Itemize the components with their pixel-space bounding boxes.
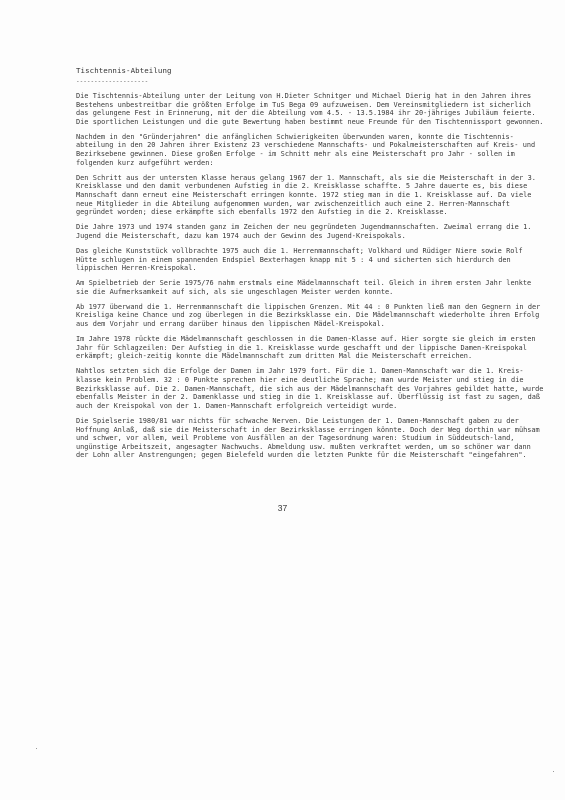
document-heading: Tischtennis-Abteilung <box>76 66 172 75</box>
document-body <box>76 92 544 466</box>
heading-underline: -------------------- <box>76 78 149 85</box>
scan-speck <box>553 771 554 772</box>
paragraph: Ab 1977 überwand die 1. Herrenmannschaft die lippischen Grenzen. Mit 44 : 0 Punkten ließ man den Gegnern in der Kreisliga keine Chance und zog überlegen in die Bezirksklasse ein. Die Mädelmannschaft wiederholte ihren Erfolg aus dem Vorjahr und errang darüber hinaus den lippischen Mädel-Kreispokal. <box>76 302 541 329</box>
paragraph: Das gleiche Kunststück vollbrachte 1975 auch die 1. Herrenmannschaft; Volkhard und Rüdiger Niere sowie Rolf Hütte schlugen in einem spannenden Endspiel Bexterhagen knapp mit 5 : 4 und sicherten sich hierdurch den lippischen Herren-Kreispokal. <box>76 246 523 273</box>
paragraph: Die Spielserie 1980/81 war nichts für schwache Nerven. Die Leistungen der 1. Damen-Mannschaft gaben zu der Hoffnung Anlaß, daß sie die Meisterschaft in der Bezirksklasse erringen könnte. Doch der Weg dorthin war mühsam und schwer, vor allem, weil Probleme von Ausfällen an der Tagesordnung waren: Studium in Süddeutsch-land, ungünstige Arbeitszeit, angesagter Nachwuchs. Abmeldung usw. mußten verkraftet werden, um so schöner war dann der Lohn aller Anstrengungen; gegen Bielefeld wurden die letzten Punkte für die Meisterschaft "eingefahren". <box>76 416 540 460</box>
paragraph: Am Spielbetrieb der Serie 1975/76 nahm erstmals eine Mädelmannschaft teil. Gleich in ihrem ersten Jahr lenkte sie die Aufmerksamkeit auf sich, als sie ungeschlagen Meister werden konnte. <box>76 279 532 296</box>
paragraph: Die Tischtennis-Abteilung unter der Leitung von H.Dieter Schnitger und Michael Dierig hat in den Jahren ihres Bestehens unbestreitbar die größten Erfolge im TuS Bega 09 aufzuweisen. Dem Vereinsmitgliedern ist sicherlich das gelungene Fest in Erinnerung, mit der die Abteilung vom 4.5. - 13.5.1984 ihr 20-jähriges Jubiläum feierte. Die sportlichen Leistungen und die gute Bewertung haben bestimmt neue Freunde für den Tischtennissport gewonnen. <box>76 92 544 126</box>
paragraph: Die Jahre 1973 und 1974 standen ganz im Zeichen der neu gegründeten Jugendmannschaften. Zweimal errang die 1. Jugend die Meisterschaft, dazu kam 1974 auch der Gewinn des Jugend-Kreispokals. <box>76 223 532 240</box>
paragraph: Nahtlos setzten sich die Erfolge der Damen im Jahr 1979 fort. Für die 1. Damen-Mannschaft war die 1. Kreis-klasse kein Problem. 32 : 0 Punkte sprechen hier eine deutliche Sprache; man wurde Meister und stieg in die Bezirksklasse auf. Die 2. Damen-Mannschaft, die sich aus der Mädelmannschaft des Vorjahres gebildet hatte, wurde ebenfalls Meister in der 2. Damenklasse und stieg in die 1. Kreisklasse auf. Überflüssig ist fast zu sagen, daß auch der Kreispokal von der 1. Damen-Mannschaft erfolgreich verteidigt wurde. <box>76 367 544 410</box>
paragraph: Nachdem in den "Gründerjahren" die anfänglichen Schwierigkeiten überwunden waren, konnte die Tischtennis-abteilung in den 20 Jahren ihrer Existenz 23 verschiedene Mannschafts- und Pokalmeisterschaften auf Kreis- und Bezirksebene gewinnen. Diese großen Erfolge - im Schnitt mehr als eine Meisterschaft pro Jahr - sollen im folgenden kurz aufgeführt werden: <box>76 132 536 167</box>
paragraph: Im Jahre 1978 rückte die Mädelmannschaft geschlossen in die Damen-Klasse auf. Hier sorgte sie gleich im ersten Jahr für Schlagzeilen: Der Aufstieg in die 1. Kreisklasse wurde geschafft und der lippische Damen-Kreispokal erkämpft; gleich-zeitig konnte die Mädelmannschaft zum dritten Mal die Meisterschaft erreichen. <box>76 335 536 361</box>
scan-speck <box>36 748 37 749</box>
page-number: 37 <box>277 503 288 513</box>
paragraph: Den Schritt aus der untersten Klasse heraus gelang 1967 der 1. Mannschaft, als sie die Meisterschaft in der 3. Kreisklasse und den damit verbundenen Aufstieg in die 2. Kreisklasse schaffte. 5 Jahre dauerte es, bis diese Mannschaft dann erneut eine Meisterschaft erringen konnte. 1972 stieg man in die 1. Kreisklasse auf. Da viele neue Mitglieder in die Abteilung aufgenommen wurden, war zwischenzeitlich auch eine 2. Herren-Mannschaft gegründet worden; diese erkämpfte sich ebenfalls 1972 den Aufstieg in die 2. Kreisklasse. <box>76 173 536 217</box>
